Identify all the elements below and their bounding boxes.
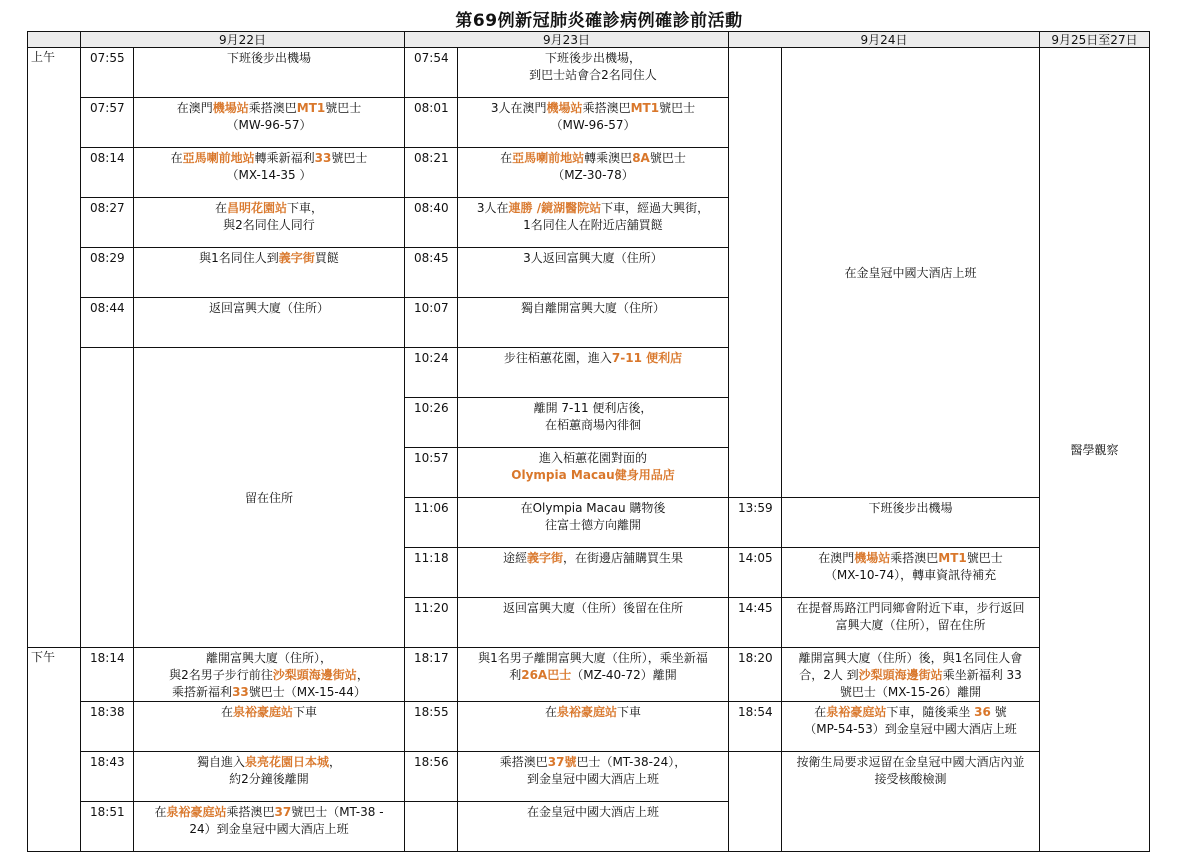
time-cell: 08:29 bbox=[81, 248, 134, 298]
event-text: 乘搭澳巴 bbox=[226, 805, 275, 819]
highlighted-location: 8A bbox=[632, 151, 650, 165]
time-cell: 10:26 bbox=[405, 398, 458, 448]
event-text: 在金皇冠中國大酒店上班 bbox=[526, 805, 659, 819]
event-text: 在 bbox=[154, 805, 167, 819]
medical-observation-cell: 醫學觀察 bbox=[1040, 48, 1150, 852]
event-text: 在澳門 bbox=[176, 101, 213, 115]
highlighted-location: 機場站 bbox=[854, 551, 891, 565]
event-text: 號巴士 （MX-10-74），轉車資訊待補充 bbox=[824, 551, 1003, 582]
highlighted-location: 機場站 bbox=[212, 101, 249, 115]
event-text: 離開 7-11 便利店後， 在栢蕙商場內徘徊 bbox=[533, 401, 653, 432]
highlighted-location: MT1 bbox=[630, 101, 660, 115]
event-cell bbox=[458, 48, 729, 98]
event-text: 買餸 bbox=[314, 251, 339, 265]
time-cell: 18:56 bbox=[405, 752, 458, 802]
event-cell bbox=[458, 148, 729, 198]
header-sep-22: 9月22日 bbox=[81, 32, 405, 48]
event-text: ， 乘搭新福利 bbox=[172, 668, 369, 699]
event-text: 號巴士 （MX-14-35 ） bbox=[226, 151, 368, 182]
highlighted-location: MT1 bbox=[938, 551, 967, 565]
event-cell bbox=[782, 48, 1040, 498]
event-text: 離開富興大廈（住所）， 與2名男子步行前往 bbox=[169, 651, 332, 682]
highlighted-location: 義字街 bbox=[526, 551, 563, 565]
event-cell bbox=[458, 802, 729, 852]
event-cell bbox=[134, 648, 405, 702]
highlighted-location: 沙梨頭海邊街站 bbox=[272, 668, 357, 682]
highlighted-location: 亞馬喇前地站 bbox=[512, 151, 585, 165]
event-cell bbox=[782, 498, 1040, 548]
event-cell bbox=[458, 248, 729, 298]
time-cell: 07:55 bbox=[81, 48, 134, 98]
time-cell: 08:45 bbox=[405, 248, 458, 298]
time-cell: 08:14 bbox=[81, 148, 134, 198]
event-text: 3人在 bbox=[476, 201, 509, 215]
time-cell: 14:45 bbox=[729, 598, 782, 648]
itinerary-table bbox=[27, 31, 1150, 852]
time-cell-empty bbox=[81, 348, 134, 648]
event-text: 號巴士（MT-38 - 24）到金皇冠中國大酒店上班 bbox=[189, 805, 384, 836]
event-cell bbox=[134, 98, 405, 148]
time-cell: 18:14 bbox=[81, 648, 134, 702]
highlighted-location: 7-11 便利店 bbox=[611, 351, 683, 365]
event-text: 在 bbox=[170, 151, 183, 165]
time-cell: 08:01 bbox=[405, 98, 458, 148]
time-cell: 08:40 bbox=[405, 198, 458, 248]
event-cell bbox=[458, 198, 729, 248]
highlighted-location: 機場站 bbox=[546, 101, 583, 115]
time-cell: 13:59 bbox=[729, 498, 782, 548]
time-cell: 18:55 bbox=[405, 702, 458, 752]
highlighted-location: 泉裕豪庭站 bbox=[232, 705, 293, 719]
highlighted-location: MT1 bbox=[296, 101, 326, 115]
event-text: 途經 bbox=[502, 551, 527, 565]
header-sep-23: 9月23日 bbox=[405, 32, 729, 48]
event-text: ，在街邊店舖購買生果 bbox=[563, 551, 684, 565]
event-text: 在 bbox=[814, 705, 827, 719]
time-cell: 11:20 bbox=[405, 598, 458, 648]
event-cell bbox=[458, 348, 729, 398]
highlighted-location: 泉裕豪庭站 bbox=[556, 705, 617, 719]
event-text: 號巴士（MX-15-44） bbox=[248, 685, 366, 699]
event-cell bbox=[782, 702, 1040, 752]
event-text: 在澳門 bbox=[818, 551, 855, 565]
time-cell-empty bbox=[729, 752, 782, 852]
time-cell: 10:07 bbox=[405, 298, 458, 348]
event-text: 留在住所 bbox=[244, 491, 293, 505]
event-text: 下車，隨後乘坐 bbox=[886, 705, 975, 719]
event-text: 乘坐新福利 33 號巴士（MX-15-26）離開 bbox=[839, 668, 1022, 699]
time-cell: 14:05 bbox=[729, 548, 782, 598]
time-cell: 08:27 bbox=[81, 198, 134, 248]
highlighted-location: Olympia Macau健身用品店 bbox=[511, 468, 675, 482]
highlighted-location: 33 bbox=[232, 685, 249, 699]
event-cell bbox=[458, 598, 729, 648]
event-text: 號巴士 （MZ-30-78） bbox=[552, 151, 686, 182]
event-cell bbox=[782, 648, 1040, 702]
event-text: 下車 bbox=[617, 705, 642, 719]
event-text: 與1名同住人到 bbox=[199, 251, 279, 265]
event-cell bbox=[134, 148, 405, 198]
time-cell: 18:51 bbox=[81, 802, 134, 852]
event-text: 號巴士 （MW-96-57） bbox=[226, 101, 362, 132]
highlighted-location: 泉亮花園日本城 bbox=[244, 755, 329, 769]
header-sep-25-27: 9月25日至27日 bbox=[1040, 32, 1150, 48]
event-text: 乘搭澳巴 bbox=[582, 101, 631, 115]
event-cell bbox=[782, 598, 1040, 648]
event-text: 下班後步出機場， 到巴士站會合2名同住人 bbox=[529, 51, 657, 82]
time-cell: 18:20 bbox=[729, 648, 782, 702]
event-text: 3人返回富興大廈（住所） bbox=[523, 251, 663, 265]
event-cell bbox=[458, 398, 729, 448]
event-cell bbox=[782, 548, 1040, 598]
time-cell: 18:54 bbox=[729, 702, 782, 752]
event-text: 在Olympia Macau 購物後 往富士德方向離開 bbox=[520, 501, 666, 532]
highlighted-location: 37 bbox=[274, 805, 292, 819]
event-cell bbox=[458, 648, 729, 702]
event-cell bbox=[782, 752, 1040, 852]
event-text: 在 bbox=[214, 201, 227, 215]
event-text: 在提督馬路江門同鄉會附近下車，步行返回 富興大廈（住所），留在住所 bbox=[796, 601, 1025, 632]
event-text: 巴士（MT-38-24）， 到金皇冠中國大酒店上班 bbox=[526, 755, 687, 786]
highlighted-location: 33 bbox=[314, 151, 332, 165]
event-text: 下車，經過大興街， 1名同住人在附近店舖買餸 bbox=[523, 201, 710, 232]
event-cell bbox=[458, 98, 729, 148]
time-cell: 11:06 bbox=[405, 498, 458, 548]
event-text: 步往栢蕙花園，進入 bbox=[503, 351, 612, 365]
period-pm: 下午 bbox=[28, 648, 81, 852]
event-text: 號巴士 （MW-96-57） bbox=[550, 101, 696, 132]
highlighted-location: 37號 bbox=[547, 755, 577, 769]
event-text: （MZ-40-72）離開 bbox=[571, 668, 677, 682]
event-text: 在 bbox=[220, 705, 233, 719]
time-cell: 18:38 bbox=[81, 702, 134, 752]
event-cell bbox=[134, 752, 405, 802]
time-cell: 18:43 bbox=[81, 752, 134, 802]
event-text: 下車， 與2名同住人同行 bbox=[223, 201, 324, 232]
period-am: 上午 bbox=[28, 48, 81, 648]
event-cell bbox=[458, 498, 729, 548]
page-title: 第69例新冠肺炎確診病例確診前活動 bbox=[455, 11, 743, 31]
event-cell bbox=[134, 348, 405, 648]
event-text: 與1名男子離開富興大廈（住所），乘坐新福 利 bbox=[478, 651, 708, 682]
time-cell: 08:21 bbox=[405, 148, 458, 198]
event-text: 下車 bbox=[293, 705, 318, 719]
event-text: 按衛生局要求逗留在金皇冠中國大酒店內並 接受核酸檢測 bbox=[796, 755, 1025, 786]
event-text: 乘搭澳巴 bbox=[499, 755, 548, 769]
highlighted-location: 連勝 /鏡湖醫院站 bbox=[508, 201, 602, 215]
highlighted-location: 36 bbox=[974, 705, 991, 719]
event-text: 離開富興大廈（住所）後，與1名同住人會 合，2人 到 bbox=[798, 651, 1023, 682]
header-blank bbox=[28, 32, 81, 48]
event-text: 返回富興大廈（住所）後留在住所 bbox=[502, 601, 683, 615]
highlighted-location: 泉裕豪庭站 bbox=[826, 705, 887, 719]
event-cell bbox=[458, 448, 729, 498]
event-text: 進入栢蕙花園對面的 bbox=[538, 451, 647, 465]
time-cell: 07:57 bbox=[81, 98, 134, 148]
event-cell bbox=[134, 298, 405, 348]
event-cell bbox=[134, 48, 405, 98]
event-text: 下班後步出機場 bbox=[226, 51, 311, 65]
time-cell: 10:57 bbox=[405, 448, 458, 498]
highlighted-location: 昌明花園站 bbox=[226, 201, 287, 215]
event-text: 在金皇冠中國大酒店上班 bbox=[844, 266, 977, 280]
event-text: ， 約2分鐘後離開 bbox=[229, 755, 342, 786]
event-text: 獨自進入 bbox=[196, 755, 245, 769]
time-cell: 10:24 bbox=[405, 348, 458, 398]
event-cell bbox=[458, 298, 729, 348]
time-cell-empty bbox=[405, 802, 458, 852]
time-cell: 11:18 bbox=[405, 548, 458, 598]
event-text: 返回富興大廈（住所） bbox=[208, 301, 329, 315]
highlighted-location: 沙梨頭海邊街站 bbox=[858, 668, 943, 682]
event-cell bbox=[134, 802, 405, 852]
event-text: 轉乘澳巴 bbox=[584, 151, 633, 165]
time-cell: 08:44 bbox=[81, 298, 134, 348]
event-cell bbox=[134, 248, 405, 298]
event-text: 3人在澳門 bbox=[490, 101, 547, 115]
header-sep-24: 9月24日 bbox=[729, 32, 1040, 48]
event-text: 獨自離開富興大廈（住所） bbox=[520, 301, 665, 315]
highlighted-location: 義字街 bbox=[278, 251, 315, 265]
event-text: 下班後步出機場 bbox=[868, 501, 953, 515]
time-cell: 07:54 bbox=[405, 48, 458, 98]
time-cell-empty bbox=[729, 48, 782, 498]
event-text: 在 bbox=[500, 151, 513, 165]
event-cell bbox=[134, 702, 405, 752]
event-cell bbox=[458, 752, 729, 802]
event-text: 號 （MP-54-53）到金皇冠中國大酒店上班 bbox=[804, 705, 1017, 736]
event-cell bbox=[458, 702, 729, 752]
time-cell: 18:17 bbox=[405, 648, 458, 702]
event-text: 乘搭澳巴 bbox=[248, 101, 297, 115]
event-cell bbox=[458, 548, 729, 598]
event-text: 轉乘新福利 bbox=[254, 151, 315, 165]
event-cell bbox=[134, 198, 405, 248]
highlighted-location: 亞馬喇前地站 bbox=[182, 151, 255, 165]
event-text: 乘搭澳巴 bbox=[890, 551, 939, 565]
event-text: 在 bbox=[544, 705, 557, 719]
highlighted-location: 26A巴士 bbox=[521, 668, 572, 682]
highlighted-location: 泉裕豪庭站 bbox=[166, 805, 227, 819]
